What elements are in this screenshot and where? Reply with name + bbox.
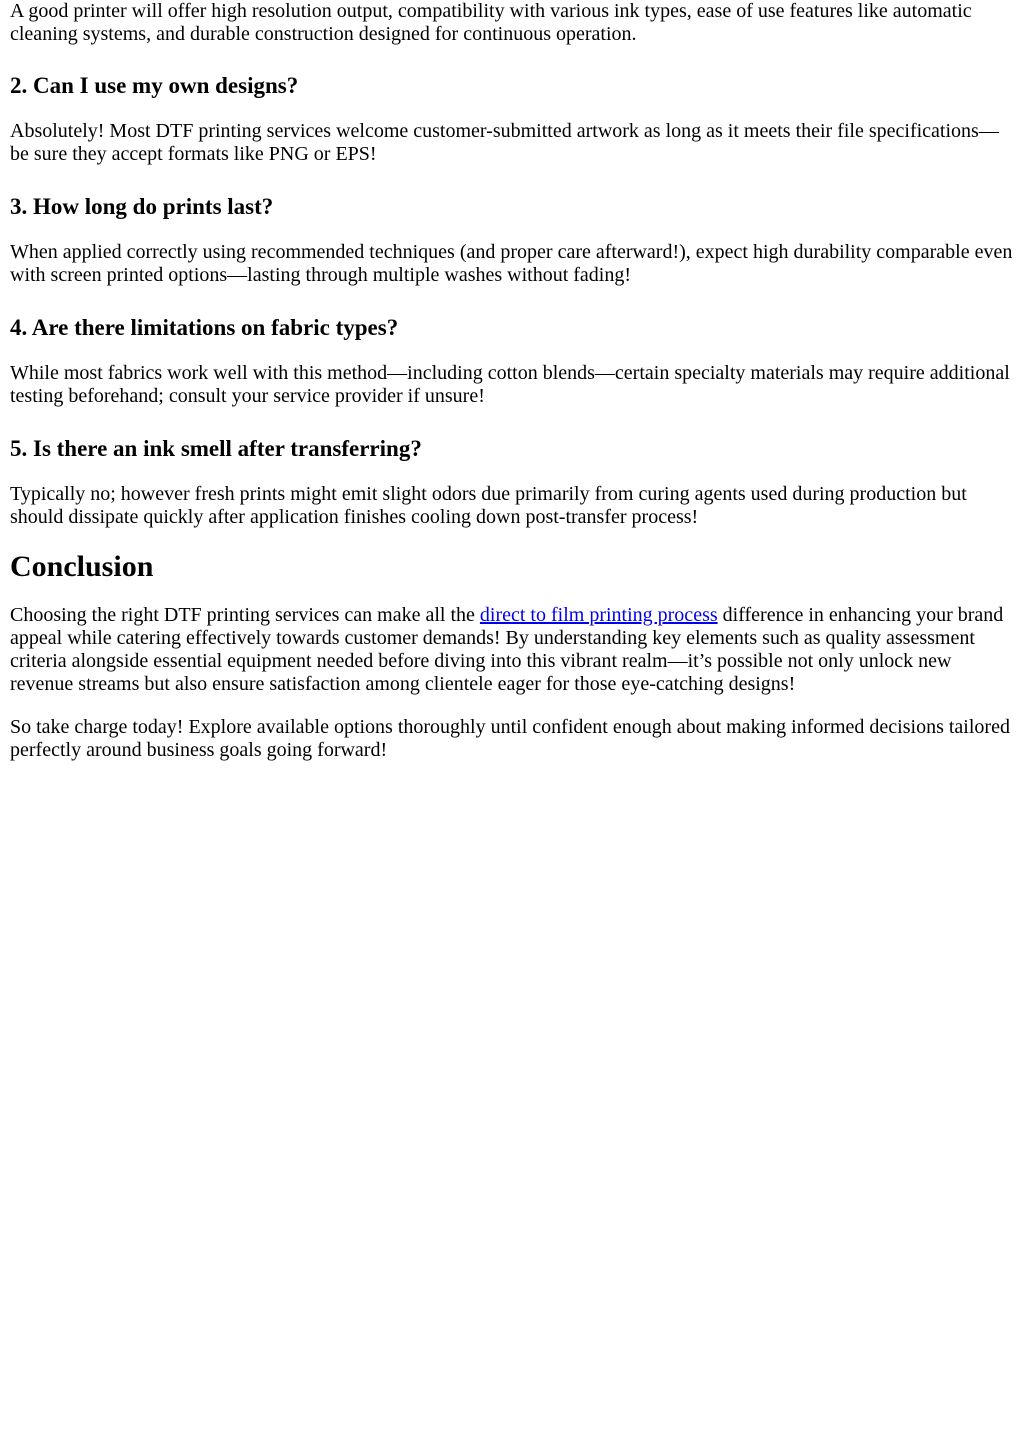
conclusion-paragraph-1	[10, 604, 1014, 696]
intro-paragraph: A good printer will offer high resolution output, compatibility with various ink types, ease of use features like automatic cleaning systems, and durable construction designed for continuous operation.	[10, 0, 972, 45]
conclusion-heading: Conclusion	[10, 550, 154, 583]
faq-answer-4: While most fabrics work well with this method—including cotton blends—certain specialty materials may require additional testing beforehand; consult your service provider if unsure!	[10, 362, 1010, 407]
direct-to-film-printing-process-link[interactable]: direct to film printing process	[479, 604, 718, 626]
faq-question-4: 4. Are there limitations on fabric types?	[10, 315, 399, 340]
faq-question-3: 3. How long do prints last?	[10, 194, 274, 219]
conclusion-paragraph-2: So take charge today! Explore available options thoroughly until confident enough about making informed decisions tailored perfectly around business goals going forward!	[10, 716, 1010, 761]
faq-question-5: 5. Is there an ink smell after transferring?	[10, 436, 422, 461]
faq-question-2: 2. Can I use my own designs?	[10, 73, 299, 98]
conclusion-text-after-link: difference in enhancing your brand appeal while catering effectively towards customer demands! By understanding key elements such as quality assessment criteria alongside essential equipment needed before diving into this vibrant realm—it’s possible not only unlock new revenue streams but also ensure satisfaction among clientele eager for those eye-catching designs!	[10, 604, 1004, 695]
faq-answer-2: Absolutely! Most DTF printing services welcome customer-submitted artwork as long as it meets their file specifications—be sure they accept formats like PNG or EPS!	[10, 120, 999, 165]
conclusion-text-before-link: Choosing the right DTF printing services can make all the	[10, 604, 480, 626]
faq-answer-3: When applied correctly using recommended techniques (and proper care afterward!), expect high durability comparable even with screen printed options—lasting through multiple washes without fading!	[10, 241, 1013, 286]
faq-answer-5: Typically no; however fresh prints might emit slight odors due primarily from curing agents used during production but should dissipate quickly after application finishes cooling down post-transfer process!	[10, 483, 967, 528]
